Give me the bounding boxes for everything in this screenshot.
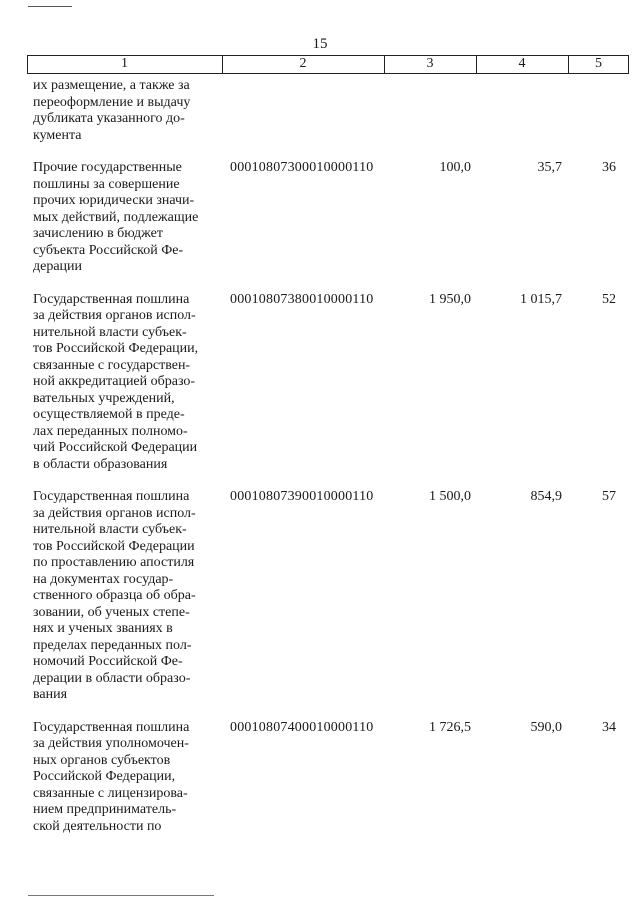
row-name: Государственная пошлина за действия уполномочен- ных органов субъектов Российской Федерации, связанные с лицензирова- нием предприниматель- ской деятельности по [33,719,190,834]
table-body [0,78,640,851]
row-code: 00010807380010000110 [230,291,374,307]
row-value-4: 35,7 [537,160,562,175]
row-code: 00010807390010000110 [230,489,374,504]
header-col-1: 1 [121,56,128,71]
row-value-4: 590,0 [530,719,562,735]
table-row [0,489,640,704]
row-value-5: 34 [602,719,616,735]
bottom-edge-rule [28,895,214,896]
row-value-5: 57 [602,489,616,504]
header-col-5: 5 [595,56,602,71]
header-col-3: 3 [426,56,434,71]
table-row [0,292,640,474]
table-row [0,720,640,836]
row-value-5: 36 [602,160,616,175]
top-edge-rule [28,6,72,7]
row-name: Государственная пошлина за действия органов испол- нительной власти субъек- тов Российской Федерации, связанные с государствен- ной аккредитацией образо- вательных учреждений, осуществляемой в преде- лах переданных полномо- чий Российской Федерации в области образования [33,291,199,472]
header-col-4: 4 [518,56,526,71]
table-row [0,160,640,276]
row-name: Государственная пошлина за действия органов испол- нительной власти субъек- тов Российской Федерации по проставлению апостиля на документах государ- ственного образца об обра- зовании, об ученых степе- нях и ученых званиях в пределах переданных пол- номочий Российской Фе- дерации в области образо- вания [33,489,196,702]
row-name: их размещение, а также за переоформление и выдачу дубликата указанного до- кумента [33,78,191,143]
row-value-5: 52 [602,291,616,307]
row-name: Прочие государственные пошлины за совершение прочих юридически значи- мых действий, подлежащие зачислению в бюджет субъекта Российской Фе- дерации [33,160,199,274]
row-value-3: 100,0 [439,160,471,175]
table-header [27,55,629,74]
page-number: 15 [312,36,328,52]
row-code: 00010807400010000110 [230,719,374,735]
row-value-3: 1 726,5 [429,719,471,735]
row-value-4: 1 015,7 [520,291,562,307]
header-divider [628,56,629,73]
row-value-3: 1 950,0 [429,291,471,307]
row-value-3: 1 500,0 [429,489,471,504]
row-value-4: 854,9 [530,489,562,504]
table-row [0,78,640,144]
header-col-2: 2 [299,56,307,71]
row-code: 00010807300010000110 [230,160,374,175]
